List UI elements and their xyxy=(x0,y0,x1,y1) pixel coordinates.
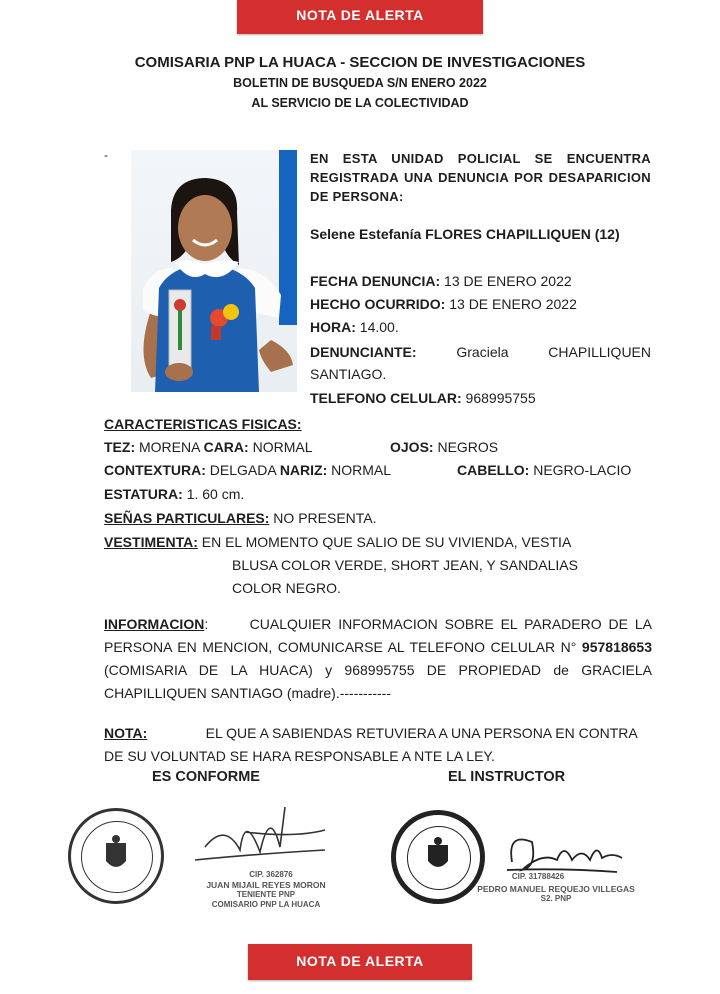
telefono-value: 968995755 xyxy=(461,390,536,406)
nariz-value: NORMAL xyxy=(327,462,392,478)
estatura-value: 1. 60 cm. xyxy=(182,486,245,502)
caracteristicas-title-text: CARACTERISTICAS FISICAS: xyxy=(104,416,302,432)
cabello-label: CABELLO: xyxy=(457,462,530,478)
right-cip: CIP. 31788426 xyxy=(511,872,565,881)
header-motto: AL SERVICIO DE LA COLECTIVIDAD xyxy=(251,96,469,110)
tez-label: TEZ: xyxy=(104,439,136,455)
features-row-1 xyxy=(104,436,312,458)
cara-value: NORMAL xyxy=(248,439,313,455)
tez-value: MORENA xyxy=(135,439,200,455)
left-officer-rank: TENIENTE PNP xyxy=(236,890,296,899)
nota-label: NOTA: xyxy=(104,725,148,741)
nota-paragraph xyxy=(104,722,652,768)
fecha-denuncia-label: FECHA DENUNCIA: xyxy=(310,273,441,289)
denunciante xyxy=(310,341,651,385)
alert-banner-top: NOTA DE ALERTA xyxy=(237,0,483,34)
girl-photo-illustration xyxy=(131,150,297,392)
ojos-value: NEGROS xyxy=(433,439,499,455)
left-police-seal xyxy=(68,808,164,904)
caracteristicas-title xyxy=(104,413,302,435)
informacion-colon: : xyxy=(204,616,209,632)
cabello xyxy=(457,459,631,481)
left-signature-mark xyxy=(185,802,335,872)
informacion-phone: 957818653 xyxy=(581,639,652,655)
fecha-denuncia xyxy=(310,270,651,292)
denunciante-label: DENUNCIANTE: xyxy=(310,344,417,360)
informacion-paragraph xyxy=(104,613,652,705)
contextura-value: DELGADA xyxy=(205,462,276,478)
missing-person-photo xyxy=(131,150,297,392)
cabello-value: NEGRO-LACIO xyxy=(529,462,632,478)
senas-particulares xyxy=(104,507,377,529)
informacion-text-1: CUALQUIER INFORMACION SOBRE EL PARADERO DE LA PERSONA EN MENCION, COMUNICARSE AL TELEFONO CELULAR N° xyxy=(104,616,653,655)
alert-banner-bottom: NOTA DE ALERTA xyxy=(248,944,472,980)
cara-label: CARA: xyxy=(203,439,249,455)
telefono-celular xyxy=(310,387,651,409)
hecho-ocurrido-value: 13 DE ENERO 2022 xyxy=(445,296,577,312)
instructor-title: EL INSTRUCTOR xyxy=(448,769,566,785)
estatura xyxy=(104,483,244,505)
vestimenta xyxy=(104,531,571,553)
left-officer-name: JUAN MIJAIL REYES MORON xyxy=(206,880,326,890)
hecho-ocurrido-label: HECHO OCURRIDO: xyxy=(310,296,446,312)
ojos xyxy=(390,436,498,458)
informacion-text-2: (COMISARIA DE LA HUACA) y 968995755 DE PROPIEDAD de GRACIELA CHAPILLIQUEN SANTIAGO (madre).----------- xyxy=(104,662,652,701)
right-officer-name: PEDRO MANUEL REQUEJO VILLEGAS xyxy=(477,884,635,894)
hora-value: 14.00. xyxy=(355,319,399,335)
es-conforme-title: ES CONFORME xyxy=(152,769,260,785)
senas-value: NO PRESENTA. xyxy=(269,510,377,526)
nariz-label: NARIZ: xyxy=(279,462,328,478)
features-row-2 xyxy=(104,459,391,481)
header-station: COMISARIA PNP LA HUACA - SECCION DE INVESTIGACIONES xyxy=(134,54,586,71)
contextura-label: CONTEXTURA: xyxy=(104,462,206,478)
senas-label: SEÑAS PARTICULARES: xyxy=(104,510,270,526)
person-name: Selene Estefanía FLORES CHAPILLIQUEN (12) xyxy=(310,226,620,242)
nota-text: EL QUE A SABIENDAS RETUVIERA A UNA PERSONA EN CONTRA DE SU VOLUNTAD SE HARA RESPONSABLE A NTE LA LEY. xyxy=(104,725,637,764)
estatura-label: ESTATURA: xyxy=(104,486,183,502)
vestimenta-line-3: COLOR NEGRO. xyxy=(232,580,341,596)
hora-label: HORA: xyxy=(310,319,356,335)
left-officer-office: COMISARIO PNP LA HUACA xyxy=(211,900,321,909)
seal-crest-icon xyxy=(71,811,161,901)
right-officer-rank: S2. PNP xyxy=(540,894,572,903)
denunciante-value: Graciela CHAPILLIQUEN SANTIAGO. xyxy=(310,344,651,382)
vestimenta-line-2: BLUSA COLOR VERDE, SHORT JEAN, Y SANDALIAS xyxy=(232,557,578,573)
ojos-label: OJOS: xyxy=(390,439,434,455)
hora xyxy=(310,316,651,338)
hecho-ocurrido xyxy=(310,293,651,315)
dash-mark: - xyxy=(104,148,108,162)
telefono-label: TELEFONO CELULAR: xyxy=(310,390,462,406)
vestimenta-label: VESTIMENTA: xyxy=(104,534,198,550)
header-bulletin: BOLETIN DE BUSQUEDA S/N ENERO 2022 xyxy=(233,76,487,90)
vestimenta-line-1: EN EL MOMENTO QUE SALIO DE SU VIVIENDA, VESTIA xyxy=(197,534,572,550)
informacion-label: INFORMACION xyxy=(104,616,205,632)
report-intro: EN ESTA UNIDAD POLICIAL SE ENCUENTRA REGISTRADA UNA DENUNCIA POR DESAPARICION DE PERSONA: xyxy=(310,151,651,204)
fecha-denuncia-value: 13 DE ENERO 2022 xyxy=(440,273,572,289)
left-cip: CIP. 362876 xyxy=(249,870,293,879)
